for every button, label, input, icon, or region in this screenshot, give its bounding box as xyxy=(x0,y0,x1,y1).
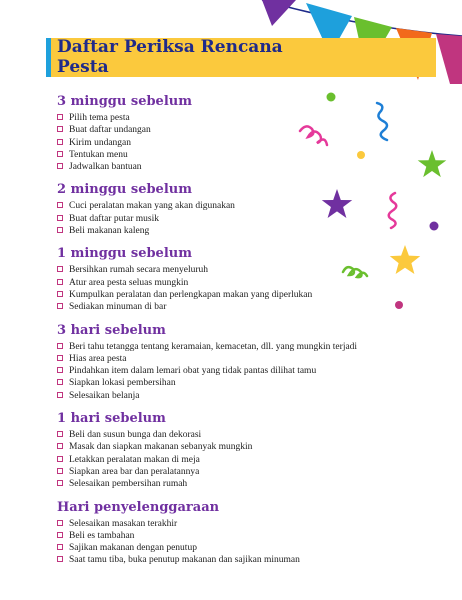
checklist-item-label: Kirim undangan xyxy=(69,137,132,148)
checkbox-icon[interactable] xyxy=(57,227,63,233)
checklist-item-label: Sajikan makanan dengan penutup xyxy=(69,543,197,554)
checkbox-icon[interactable] xyxy=(57,266,63,272)
checklist-item-label: Selesaikan masakan terakhir xyxy=(69,518,178,529)
checklist-item-label: Letakkan peralatan makan di meja xyxy=(69,454,200,465)
checkbox-icon[interactable] xyxy=(57,379,63,385)
checkbox-icon[interactable] xyxy=(57,443,63,449)
checklist-item-label: Buat daftar undangan xyxy=(69,125,151,136)
checklist-item xyxy=(57,161,402,173)
checkbox-icon[interactable] xyxy=(57,520,63,526)
checkbox-icon[interactable] xyxy=(57,279,63,285)
checkbox-icon[interactable] xyxy=(57,126,63,132)
checkbox-icon[interactable] xyxy=(57,392,63,398)
checklist-section xyxy=(57,94,402,173)
checklist-item xyxy=(57,213,402,225)
checklist-item-label: Beli dan susun bunga dan dekorasi xyxy=(69,430,202,441)
checklist-item xyxy=(57,530,402,542)
checklist-item xyxy=(57,301,402,313)
star-icon xyxy=(418,150,447,177)
checklist-item-label: Bersihkan rumah secara menyeluruh xyxy=(69,265,209,276)
checkbox-icon[interactable] xyxy=(57,480,63,486)
checklist-item xyxy=(57,149,402,161)
dot-icon xyxy=(430,222,439,231)
checklist-item xyxy=(57,554,402,566)
checklist-item-label: Siapkan area bar dan peralatannya xyxy=(69,466,200,477)
checklist-item-label: Sediakan minuman di bar xyxy=(69,302,167,313)
checklist-item-label: Saat tamu tiba, buka penutup makanan dan sajikan minuman xyxy=(69,555,300,566)
checklist-items xyxy=(57,264,402,313)
page-title: Daftar Periksa Rencana Pesta xyxy=(57,37,283,77)
checkbox-icon[interactable] xyxy=(57,139,63,145)
checklist-item-label: Hias area pesta xyxy=(69,353,127,364)
checklist-items xyxy=(57,518,402,567)
checklist-section xyxy=(57,500,402,567)
checklist-item-label: Jadwalkan bantuan xyxy=(69,162,142,173)
checklist-item-label: Atur area pesta seluas mungkin xyxy=(69,277,189,288)
checklist-item xyxy=(57,341,402,353)
checklist-item-label: Pindahkan item dalam lemari obat yang tidak pantas dilihat tamu xyxy=(69,366,317,377)
section-title: Hari penyelenggaraan xyxy=(57,499,220,515)
section-title: 3 minggu sebelum xyxy=(57,94,192,109)
checklist-item-label: Siapkan lokasi pembersihan xyxy=(69,378,176,389)
checkbox-icon[interactable] xyxy=(57,303,63,309)
checklist-item xyxy=(57,353,402,365)
checkbox-icon[interactable] xyxy=(57,151,63,157)
bunting-flag-icon xyxy=(436,34,462,84)
checklist-items xyxy=(57,112,402,173)
checklist-section xyxy=(57,182,402,237)
checklist-item xyxy=(57,429,402,441)
checkbox-icon[interactable] xyxy=(57,343,63,349)
checklist-item xyxy=(57,542,402,554)
checklist-item xyxy=(57,264,402,276)
title-accent-bar xyxy=(46,38,51,77)
checklist-items xyxy=(57,200,402,237)
checklist-item-label: Selesaikan pembersihan rumah xyxy=(69,479,188,490)
checkbox-icon[interactable] xyxy=(57,431,63,437)
section-title: 1 hari sebelum xyxy=(57,411,166,427)
checklist-item xyxy=(57,124,402,136)
checklist xyxy=(57,94,402,576)
checklist-item-label: Tentukan menu xyxy=(69,149,128,160)
section-title: 2 minggu sebelum xyxy=(57,182,192,198)
checklist-item-label: Beri tahu tetangga tentang keramaian, kemacetan, dll. yang mungkin terjadi xyxy=(69,341,358,352)
checklist-item xyxy=(57,390,402,402)
checklist-item xyxy=(57,277,402,289)
checkbox-icon[interactable] xyxy=(57,215,63,221)
checklist-item-label: Kumpulkan peralatan dan perlengkapan makan yang diperlukan xyxy=(69,289,313,300)
checkbox-icon[interactable] xyxy=(57,456,63,462)
checklist-item xyxy=(57,112,402,124)
checklist-items xyxy=(57,341,402,402)
bunting-flag-icon xyxy=(262,0,296,26)
checkbox-icon[interactable] xyxy=(57,355,63,361)
checklist-item xyxy=(57,441,402,453)
checklist-item xyxy=(57,478,402,490)
checklist-section xyxy=(57,411,402,490)
checklist-item xyxy=(57,466,402,478)
checkbox-icon[interactable] xyxy=(57,367,63,373)
checklist-item xyxy=(57,518,402,530)
checkbox-icon[interactable] xyxy=(57,468,63,474)
checklist-item xyxy=(57,225,402,237)
checklist-item-label: Selesaikan belanja xyxy=(69,390,140,401)
checklist-item xyxy=(57,454,402,466)
checklist-item xyxy=(57,289,402,301)
checkbox-icon[interactable] xyxy=(57,163,63,169)
checkbox-icon[interactable] xyxy=(57,114,63,120)
checklist-item-label: Beli makanan kaleng xyxy=(69,226,150,237)
section-title: 1 minggu sebelum xyxy=(57,246,192,262)
checkbox-icon[interactable] xyxy=(57,291,63,297)
checklist-item-label: Masak dan siapkan makanan sebanyak mungkin xyxy=(69,442,253,453)
checklist-item xyxy=(57,377,402,389)
checklist-section xyxy=(57,246,402,313)
checkbox-icon[interactable] xyxy=(57,532,63,538)
section-title: 3 hari sebelum xyxy=(57,322,166,338)
checklist-items xyxy=(57,429,402,490)
checklist-item-label: Pilih tema pesta xyxy=(69,113,130,123)
checklist-item-label: Buat daftar putar musik xyxy=(69,213,159,224)
checklist-section xyxy=(57,323,402,402)
checklist-item xyxy=(57,200,402,212)
checkbox-icon[interactable] xyxy=(57,202,63,208)
checklist-item-label: Beli es tambahan xyxy=(69,530,135,541)
checklist-item xyxy=(57,137,402,149)
checkbox-icon[interactable] xyxy=(57,544,63,550)
checklist-item xyxy=(57,365,402,377)
checklist-item-label: Cuci peralatan makan yang akan digunakan xyxy=(69,201,235,212)
checkbox-icon[interactable] xyxy=(57,556,63,562)
